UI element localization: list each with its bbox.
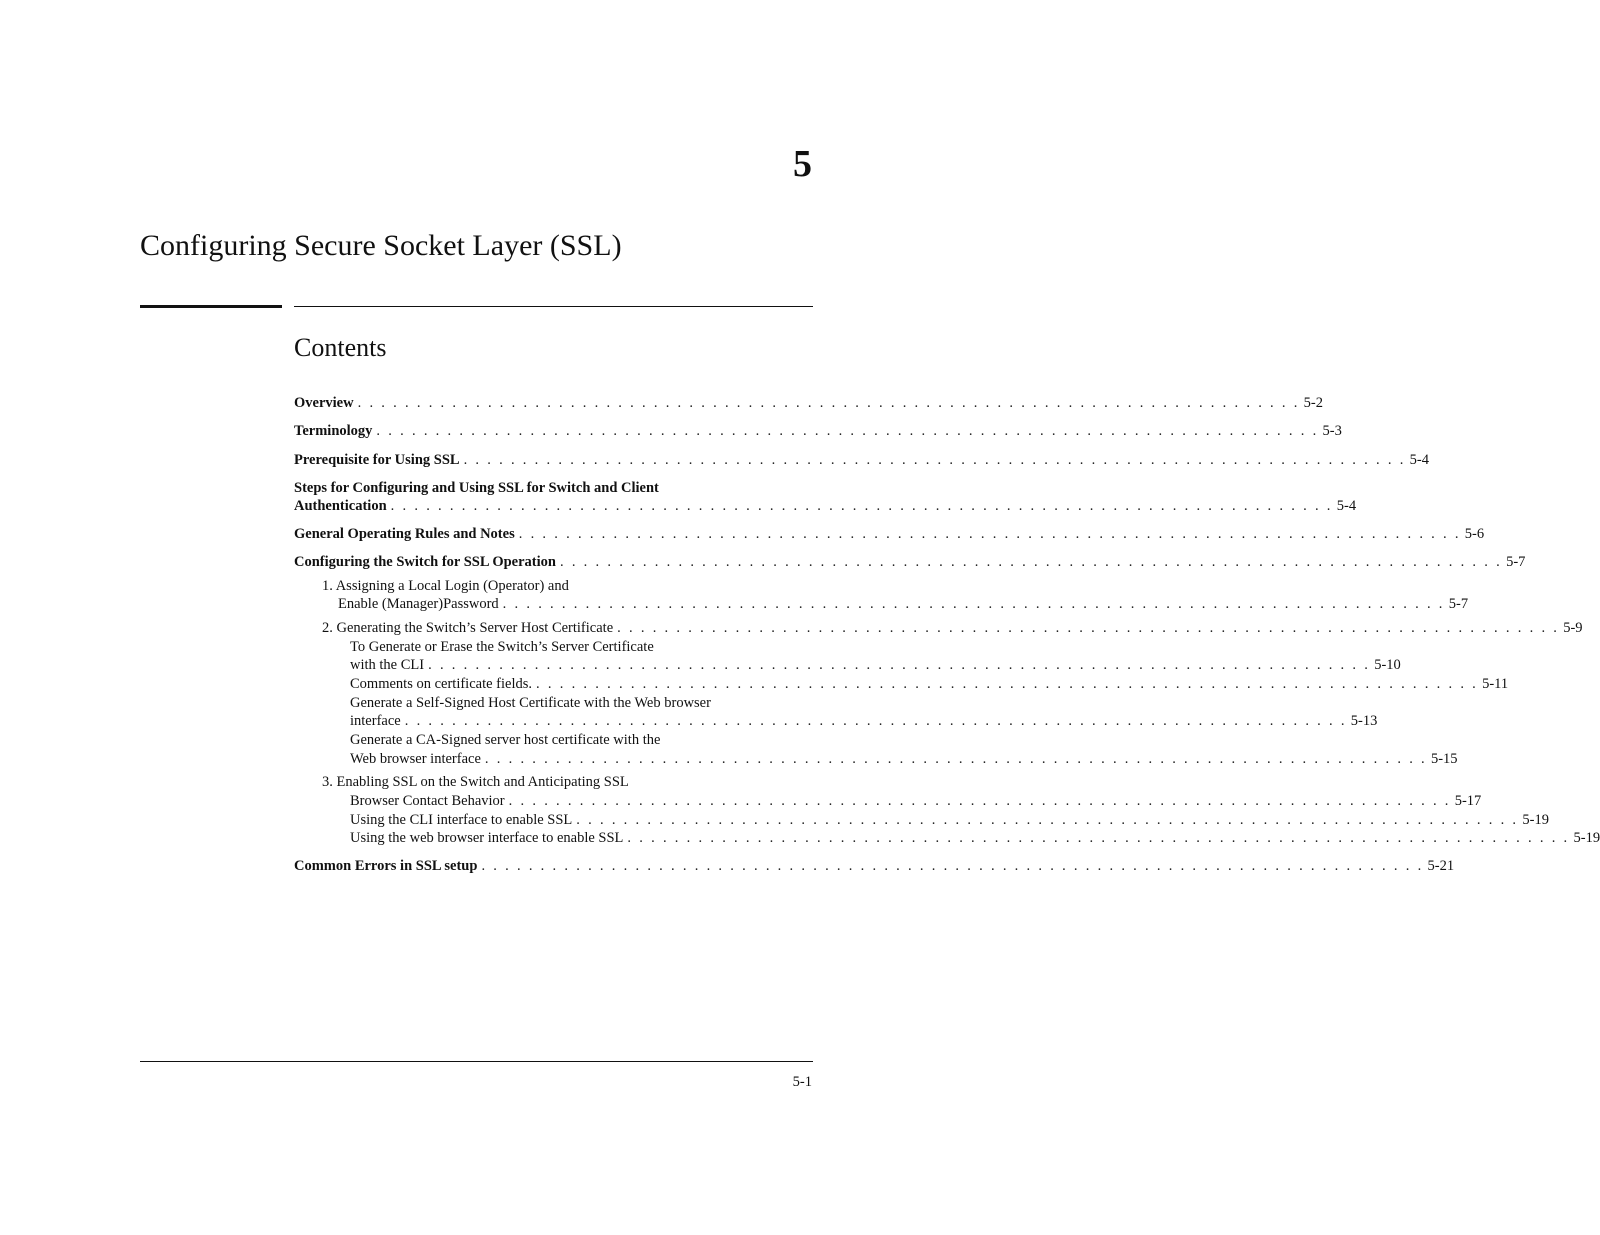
dot-leader: . . . . . . . . . . . . . . . . . . . . . . . . . . . . . . . . . . . . . . . . . . . . . . . . . . . . . . . . . . . . . . . . . . . . . . . . . . . . . . . .	[404, 713, 1347, 729]
toc-label-line2: with the CLI	[350, 657, 425, 673]
toc-page: 5-10	[1374, 657, 1401, 673]
chapter-title: Configuring Secure Socket Layer (SSL)	[140, 229, 622, 262]
toc-label-line1: Generate a Self-Signed Host Certificate with the Web browser	[350, 695, 711, 711]
toc-label: Overview	[294, 395, 354, 411]
toc-page: 5-4	[1336, 498, 1357, 514]
dot-leader: . . . . . . . . . . . . . . . . . . . . . . . . . . . . . . . . . . . . . . . . . . . . . . . . . . . . . . . . . . . . . . . . . . . . . . . . . . . . . . . .	[463, 452, 1406, 468]
toc-page: 5-17	[1454, 793, 1482, 809]
toc-label-line1: 3. Enabling SSL on the Switch and Anticipating SSL	[322, 774, 629, 790]
dot-leader: . . . . . . . . . . . . . . . . . . . . . . . . . . . . . . . . . . . . . . . . . . . . . . . . . . . . . . . . . . . . . . . . . . . . . . . . . . . . . . . .	[502, 596, 1445, 612]
dot-leader: . . . . . . . . . . . . . . . . . . . . . . . . . . . . . . . . . . . . . . . . . . . . . . . . . . . . . . . . . . . . . . . . . . . . . . . . . . . . . . . .	[518, 526, 1461, 542]
dot-leader: . . . . . . . . . . . . . . . . . . . . . . . . . . . . . . . . . . . . . . . . . . . . . . . . . . . . . . . . . . . . . . . . . . . . . . . . . . . . . . . .	[428, 657, 1371, 673]
toc-label: Configuring the Switch for SSL Operation	[294, 554, 556, 570]
dot-leader: . . . . . . . . . . . . . . . . . . . . . . . . . . . . . . . . . . . . . . . . . . . . . . . . . . . . . . . . . . . . . . . . . . . . . . . . . . . . . . . .	[559, 554, 1503, 570]
toc-page: 5-3	[1322, 423, 1342, 439]
toc-label-line2: Web browser interface	[350, 751, 481, 767]
toc-label: 2. Generating the Switch’s Server Host Certificate	[322, 620, 614, 636]
toc-page: 5-7	[1448, 596, 1469, 612]
toc-page: 5-6	[1464, 526, 1485, 542]
toc-label-line2: interface	[350, 713, 401, 729]
dot-leader: . . . . . . . . . . . . . . . . . . . . . . . . . . . . . . . . . . . . . . . . . . . . . . . . . . . . . . . . . . . . . . . . . . . . . . . . . . . . . . . .	[536, 676, 1479, 692]
toc-entry-prerequisite[interactable]	[294, 451, 1429, 470]
dot-leader: . . . . . . . . . . . . . . . . . . . . . . . . . . . . . . . . . . . . . . . . . . . . . . . . . . . . . . . . . . . . . . . . . . . . . . . . . . . . . . . .	[484, 751, 1427, 767]
toc-page: 5-11	[1482, 676, 1509, 692]
toc-label: Using the CLI interface to enable SSL	[350, 812, 573, 828]
toc-entry-cli-enable[interactable]	[350, 811, 1549, 830]
toc-entry-common-errors[interactable]	[294, 857, 1455, 876]
heading-rule-thin	[294, 306, 813, 307]
dot-leader: . . . . . . . . . . . . . . . . . . . . . . . . . . . . . . . . . . . . . . . . . . . . . . . . . . . . . . . . . . . . . . . . . . . . . . . . . . . . . . . .	[576, 812, 1519, 828]
toc-page: 5-2	[1303, 395, 1324, 411]
toc-label: Prerequisite for Using SSL	[294, 452, 460, 468]
toc-page: 5-15	[1430, 751, 1458, 767]
toc-page: 5-13	[1350, 713, 1378, 729]
toc-entry-overview[interactable]	[294, 394, 1324, 413]
toc-label-line1: 1. Assigning a Local Login (Operator) and	[322, 578, 569, 594]
dot-leader: . . . . . . . . . . . . . . . . . . . . . . . . . . . . . . . . . . . . . . . . . . . . . . . . . . . . . . . . . . . . . . . . . . . . . . . . . . . . . . . .	[357, 395, 1300, 411]
toc-entry-general-rules[interactable]	[294, 525, 1485, 544]
toc-page: 5-19	[1522, 812, 1549, 828]
toc-page: 5-7	[1506, 554, 1526, 570]
toc-entry-step2[interactable]	[322, 619, 1583, 638]
dot-leader: . . . . . . . . . . . . . . . . . . . . . . . . . . . . . . . . . . . . . . . . . . . . . . . . . . . . . . . . . . . . . . . . . . . . . . . . . . . . . . . .	[508, 793, 1451, 809]
toc-label: Common Errors in SSL setup	[294, 858, 478, 874]
dot-leader: . . . . . . . . . . . . . . . . . . . . . . . . . . . . . . . . . . . . . . . . . . . . . . . . . . . . . . . . . . . . . . . . . . . . . . . . . . . . . . . .	[617, 620, 1560, 636]
heading-rule-thick	[140, 305, 282, 308]
toc-page: 5-19	[1573, 830, 1600, 846]
chapter-number: 5	[793, 143, 812, 185]
toc-label: Using the web browser interface to enable SSL	[350, 830, 624, 846]
toc-label: General Operating Rules and Notes	[294, 526, 515, 542]
dot-leader: . . . . . . . . . . . . . . . . . . . . . . . . . . . . . . . . . . . . . . . . . . . . . . . . . . . . . . . . . . . . . . . . . . . . . . . . . . . . . . . .	[627, 830, 1570, 846]
footer-rule	[140, 1061, 813, 1062]
toc-label-line2: Browser Contact Behavior	[350, 793, 505, 809]
dot-leader: . . . . . . . . . . . . . . . . . . . . . . . . . . . . . . . . . . . . . . . . . . . . . . . . . . . . . . . . . . . . . . . . . . . . . . . . . . . . . . . .	[376, 423, 1319, 439]
toc-label-line1: To Generate or Erase the Switch’s Server Certificate	[350, 639, 654, 655]
toc-label: Comments on certificate fields.	[350, 676, 533, 692]
toc-label-line1: Steps for Configuring and Using SSL for Switch and Client	[294, 480, 659, 496]
toc-label-line1: Generate a CA-Signed server host certificate with the	[350, 732, 661, 748]
toc-page: 5-4	[1409, 452, 1429, 468]
toc-page: 5-9	[1563, 620, 1583, 636]
toc-entry-web-enable[interactable]	[350, 829, 1600, 848]
toc-entry-terminology[interactable]	[294, 422, 1342, 441]
contents-heading: Contents	[294, 333, 387, 362]
dot-leader: . . . . . . . . . . . . . . . . . . . . . . . . . . . . . . . . . . . . . . . . . . . . . . . . . . . . . . . . . . . . . . . . . . . . . . . . . . . . . . . .	[390, 498, 1333, 514]
toc-label: Terminology	[294, 423, 373, 439]
page-number: 5-1	[792, 1074, 812, 1090]
toc-page: 5-21	[1427, 858, 1455, 874]
dot-leader: . . . . . . . . . . . . . . . . . . . . . . . . . . . . . . . . . . . . . . . . . . . . . . . . . . . . . . . . . . . . . . . . . . . . . . . . . . . . . . . .	[481, 858, 1424, 874]
toc-label-line2: Enable (Manager)Password	[338, 596, 499, 612]
toc-entry-configuring[interactable]	[294, 553, 1526, 572]
toc-label-line2: Authentication	[294, 498, 387, 514]
toc-entry-comments[interactable]	[350, 675, 1509, 694]
